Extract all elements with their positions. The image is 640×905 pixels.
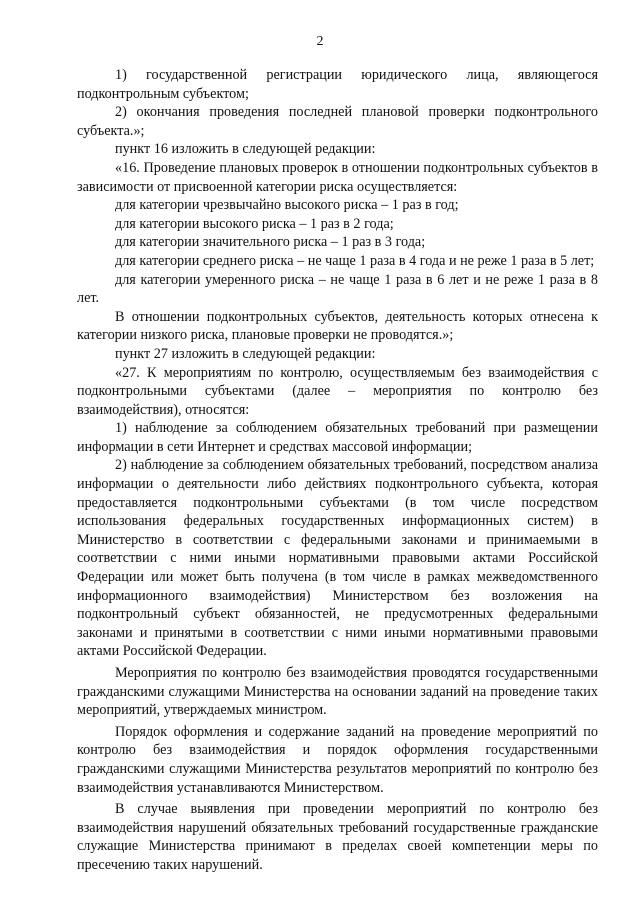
- paragraph: пункт 16 изложить в следующей редакции:: [115, 141, 376, 158]
- paragraph: «16. Проведение плановых проверок в отношении подконтрольных субъектов в зависимости от присвоенной категории риска осуществляется:: [77, 159, 598, 195]
- paragraph: для категории среднего риска – не чаще 1 раза в 4 года и не реже 1 раза в 5 лет;: [115, 252, 595, 269]
- paragraph: 2) окончания проведения последней плановой проверки подконтрольного субъекта.»;: [77, 104, 598, 139]
- paragraph: «27. К мероприятиям по контролю, осуществляемым без взаимодействия с подконтрольными субъектами (далее – мероприятия по контролю без взаимодействия), относятся:: [77, 364, 598, 418]
- paragraph: для категории умеренного риска – не чаще 1 раза в 6 лет и не реже 1 раза в 8 лет.: [77, 271, 598, 307]
- paragraph: для категории чрезвычайно высокого риска – 1 раз в год;: [115, 197, 459, 214]
- paragraph: Порядок оформления и содержание заданий на проведение мероприятий по контролю без взаимодействия и порядок оформления государственными гражданскими служащими Министерства результатов мероприятий по контролю без взаимодействия устанавливаются Министерством.: [77, 723, 598, 796]
- document-body: [77, 66, 598, 875]
- paragraph: 1) наблюдение за соблюдением обязательных требований при размещении информации в сети Интернет и средствах массовой информации;: [77, 420, 598, 455]
- paragraph: пункт 27 изложить в следующей редакции:: [115, 345, 376, 362]
- paragraph: В случае выявления при проведении мероприятий по контролю без взаимодействия нарушений обязательных требований государственные гражданские служащие Министерства принимают в пределах своей компетенции меры по пресечению таких нарушений.: [77, 801, 598, 873]
- paragraph: 1) государственной регистрации юридического лица, являющегося подконтрольным субъектом;: [77, 67, 598, 102]
- paragraph: 2) наблюдение за соблюдением обязательных требований, посредством анализа информации о деятельности либо действиях подконтрольного субъекта, которая предоставляется подконтрольными субъектами (в том числе посредством использования федеральных государственных информационных систем) в Министерство в соответствии с федеральными законами и принимаемыми в соответствии с ними иными нормативными правовыми актами Российской Федерации или может быть получена (в том числе в рамках межведомственного информационного взаимодействия) Министерством без возложения на подконтрольный субъект обязанностей, не предусмотренных федеральными законами и принятыми в соответствии с ними иными нормативными правовыми актами Российской Федерации.: [77, 457, 598, 660]
- paragraph: В отношении подконтрольных субъектов, деятельность которых отнесена к категории низкого риска, плановые проверки не проводятся.»;: [77, 308, 598, 344]
- paragraph: для категории высокого риска – 1 раз в 2 года;: [115, 215, 394, 232]
- page-number: 2: [316, 34, 324, 49]
- paragraph: Мероприятия по контролю без взаимодействия проводятся государственными гражданскими служащими Министерства на основании заданий на проведение таких мероприятий, утверждаемых министром.: [77, 665, 598, 719]
- paragraph: для категории значительного риска – 1 раз в 3 года;: [115, 234, 426, 251]
